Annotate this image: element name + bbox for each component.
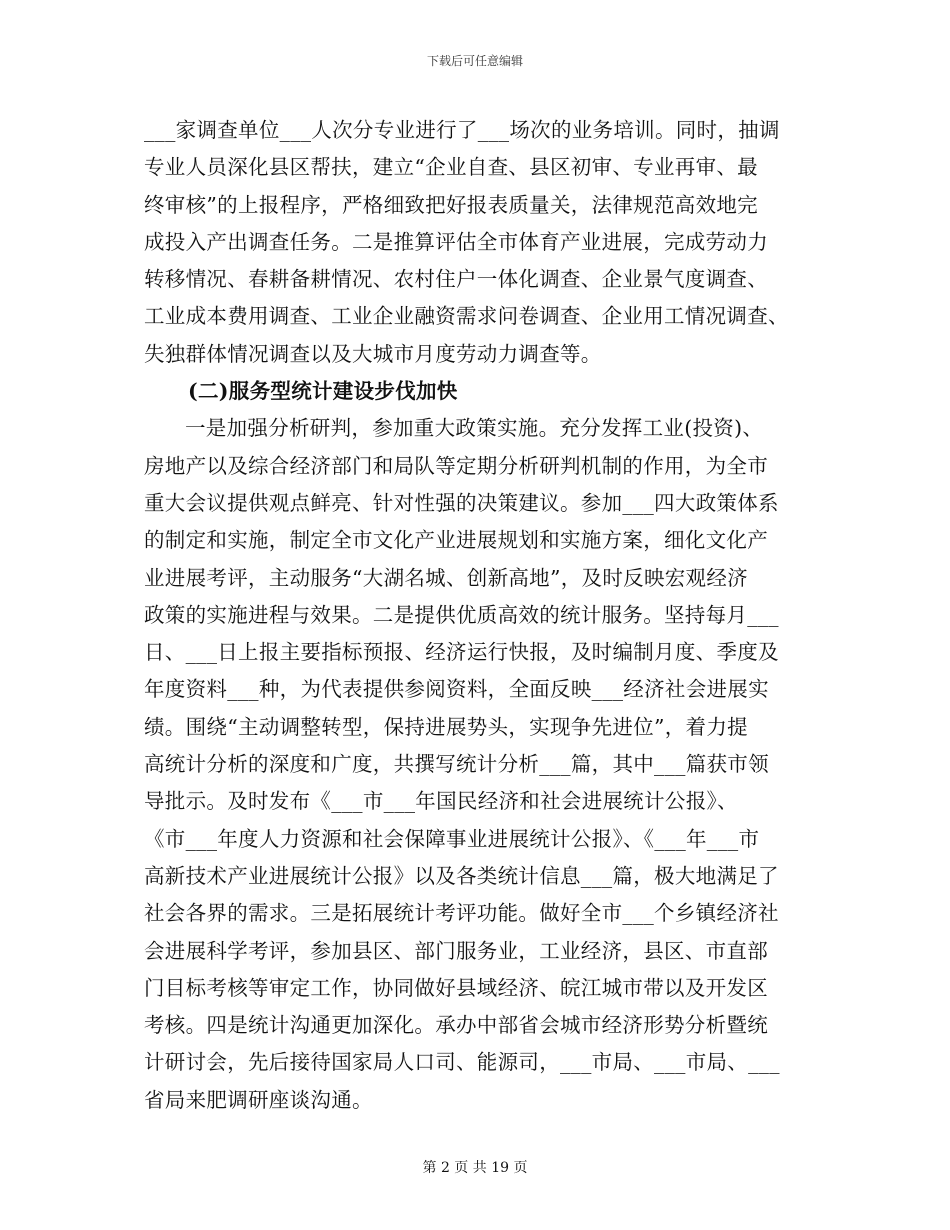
paragraph-line: 省局来肥调研座谈沟通。 bbox=[144, 1087, 373, 1112]
paragraph-line: 的制定和实施，制定全市文化产业进展规划和实施方案，细化文化产 bbox=[144, 528, 768, 553]
paragraph-line: 房地产以及综合经济部门和局队等定期分析研判机制的作用，为全市 bbox=[144, 453, 768, 478]
paragraph-line: 高新技术产业进展统计公报》以及各类统计信息___篇，极大地满足了 bbox=[144, 863, 779, 888]
paragraph-line: 成投入产出调查任务。二是推算评估全市体育产业进展，完成劳动力 bbox=[144, 229, 768, 254]
paragraph-line: 社会各界的需求。三是拓展统计考评功能。做好全市___个乡镇经济社 bbox=[144, 901, 779, 926]
paragraph-line: 日、___日上报主要指标预报、经济运行快报，及时编制月度、季度及 bbox=[144, 640, 779, 665]
paragraph-line: 门目标考核等审定工作，协同做好县域经济、皖江城市带以及开发区 bbox=[144, 975, 768, 1000]
paragraph-line: 一是加强分析研判，参加重大政策实施。充分发挥工业(投资)、 bbox=[185, 416, 764, 441]
paragraph-line: 绩。围绕“主动调整转型，保持进展势头，实现争先进位”，着力提 bbox=[144, 714, 748, 739]
paragraph-line: 会进展科学考评，参加县区、部门服务业，工业经济，县区、市直部 bbox=[144, 938, 768, 963]
paragraph-line: 计研讨会，先后接待国家局人口司、能源司，___市局、___市局、___ bbox=[144, 1050, 780, 1075]
paragraph-line: 转移情况、春耕备耕情况、农村住户一体化调查、企业景气度调查、 bbox=[144, 267, 768, 292]
paragraph-line: 年度资料___种，为代表提供参阅资料，全面反映___经济社会进展实 bbox=[144, 677, 769, 702]
paragraph-line: 专业人员深化县区帮扶，建立“企业自查、县区初审、专业再审、最 bbox=[144, 155, 758, 180]
paragraph-line: 高统计分析的深度和广度，共撰写统计分析___篇，其中___篇获市领 bbox=[144, 752, 769, 777]
paragraph-line: 考核。四是统计沟通更加深化。承办中部省会城市经济形势分析暨统 bbox=[144, 1013, 768, 1038]
paragraph-line: 《市___年度人力资源和社会保障事业进展统计公报》、《___年___市 bbox=[144, 826, 760, 851]
page-header: 下载后可任意编辑 bbox=[426, 54, 523, 68]
paragraph-line: 重大会议提供观点鲜亮、针对性强的决策建议。参加___四大政策体系 bbox=[144, 490, 779, 515]
paragraph-line: 终审核”的上报程序，严格细致把好报表质量关，法律规范高效地完 bbox=[144, 192, 758, 217]
paragraph-line: ___家调查单位___人次分专业进行了___场次的业务培训。同时，抽调 bbox=[144, 118, 780, 142]
paragraph-line: 导批示。及时发布《___市___年国民经济和社会进展统计公报》、 bbox=[144, 789, 738, 814]
document-body bbox=[144, 112, 810, 1119]
paragraph-line: 工业成本费用调查、工业企业融资需求问卷调查、企业用工情况调查、 bbox=[144, 304, 789, 329]
paragraph-line: 政策的实施进程与效果。二是提供优质高效的统计服务。坚持每月___ bbox=[144, 602, 779, 627]
paragraph-line: 失独群体情况调查以及大城市月度劳动力调查等。 bbox=[144, 341, 602, 366]
paragraph-line: 业进展考评，主动服务“大湖名城、创新高地”，及时反映宏观经济 bbox=[144, 565, 748, 590]
page-number-footer: 第 2 页 共 19 页 bbox=[422, 1160, 528, 1176]
section-heading: (二)服务型统计建设步伐加快 bbox=[188, 379, 458, 404]
